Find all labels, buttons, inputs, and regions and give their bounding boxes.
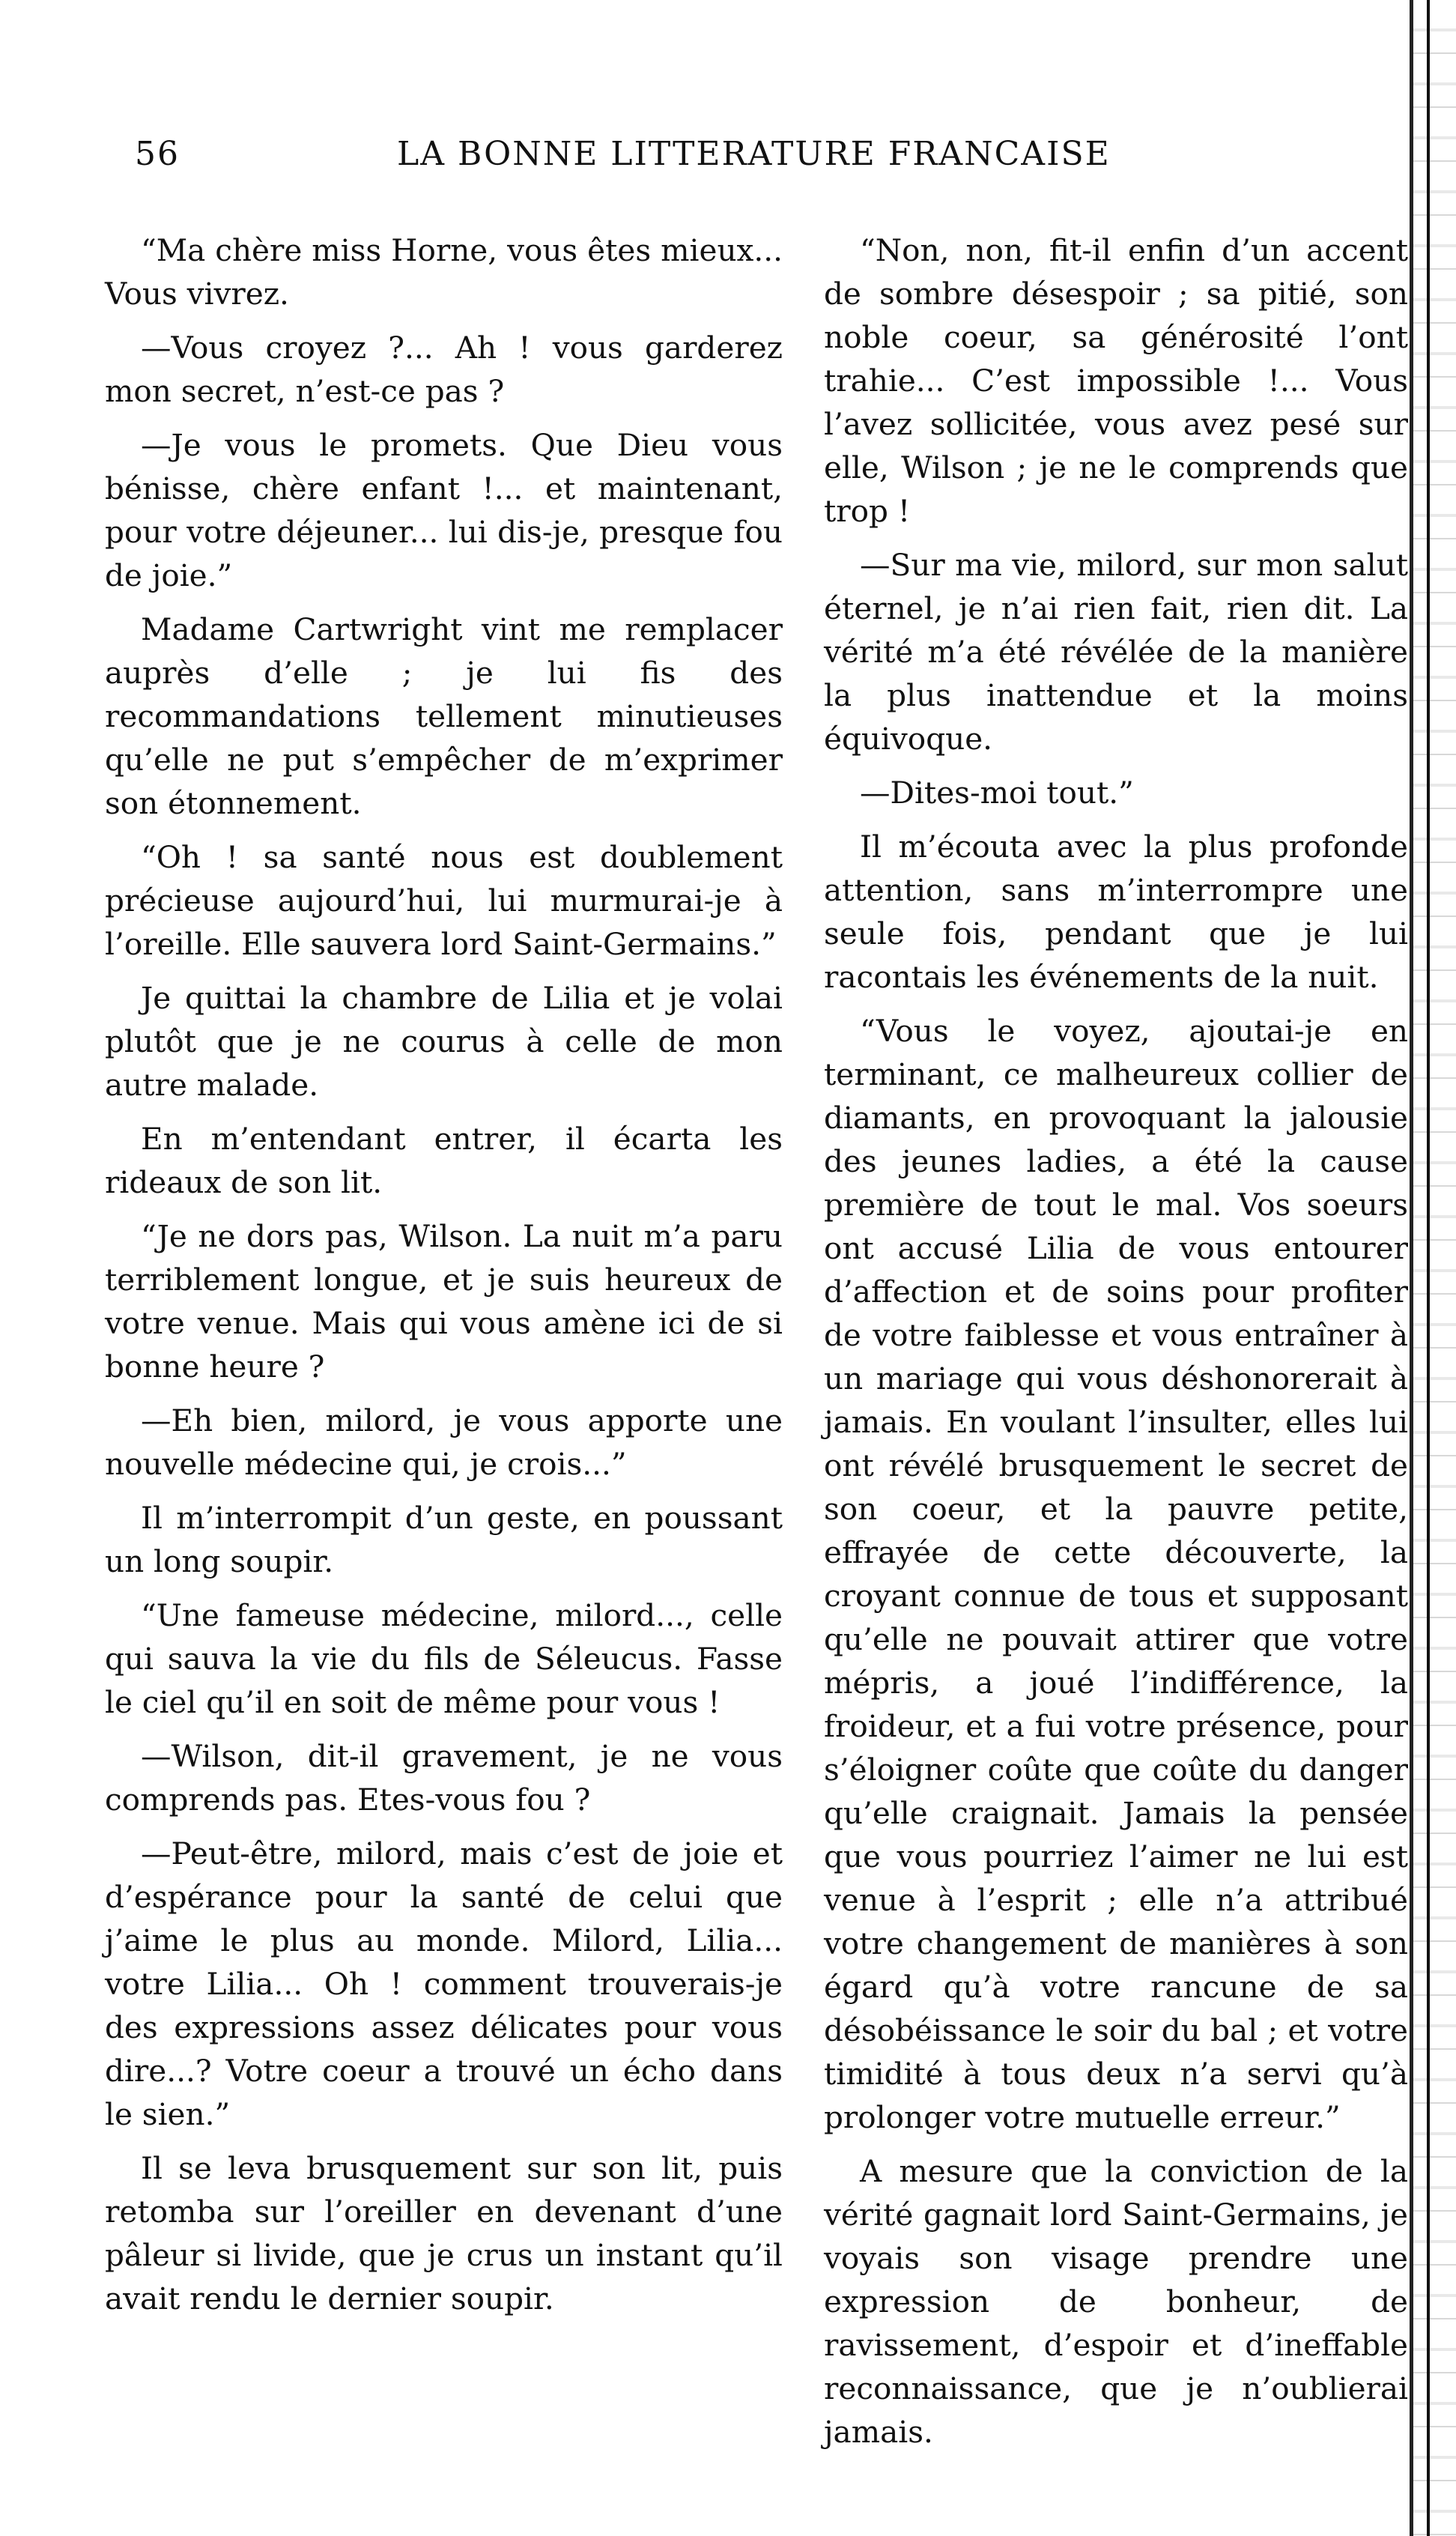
paragraph: —Je vous le promets. Que Dieu vous bénisse, chère enfant !... et maintenant, pour votre déjeuner... lui dis-je, presque fou de joie.” (105, 427, 783, 593)
paragraph: “Vous le voyez, ajoutai-je en terminant, ce malheureux collier de diamants, en provoquant la jalousie des jeunes ladies, a été la cause première de tout le mal. Vos soeurs ont accusé Lilia de vous entourer d’affection et de soins pour profiter de votre faiblesse et vous entraîner à un mariage qui vous déshonorerait à jamais. En voulant l’insulter, elles lui ont révélé brusquement le secret de son coeur, et la pauvre petite, effrayée de cette découverte, la croyant connue de tous et supposant qu’elle ne pouvait attirer que votre mépris, a joué l’indifférence, la froideur, et a fui votre présence, pour s’éloigner coûte que coûte du danger qu’elle craignait. Jamais la pensée que vous pourriez l’aimer ne lui est venue à l’esprit ; elle n’a attribué votre changement de manières à son égard qu’à votre rancune de sa désobéissance le soir du bal ; et votre timidité à tous deux n’a servi qu’à prolonger votre mutuelle erreur.” (824, 1013, 1408, 2135)
paragraph: Je quittai la chambre de Lilia et je volai plutôt que je ne courus à celle de mon autre malade. (105, 980, 783, 1103)
page-number: 56 (135, 135, 180, 173)
right-column (824, 229, 1408, 2450)
paragraph: Il m’interrompit d’un geste, en poussant un long soupir. (105, 1500, 783, 1579)
paragraph: “Je ne dors pas, Wilson. La nuit m’a paru terriblement longue, et je suis heureux de votre venue. Mais qui vous amène ici de si bonne heure ? (105, 1218, 783, 1384)
paragraph: “Ma chère miss Horne, vous êtes mieux... Vous vivrez. (105, 232, 783, 312)
paragraph: —Wilson, dit-il gravement, je ne vous comprends pas. Etes-vous fou ? (105, 1738, 783, 1818)
left-column (105, 229, 783, 2331)
paragraph: Il se leva brusquement sur son lit, puis retomba sur l’oreiller en devenant d’une pâleur si livide, que je crus un instant qu’il avait rendu le dernier soupir. (105, 2150, 783, 2316)
running-title: LA BONNE LITTERATURE FRANCAISE (397, 135, 1111, 173)
paragraph: A mesure que la conviction de la vérité gagnait lord Saint-Germains, je voyais son visage prendre une expression de bonheur, de ravissement, d’espoir et d’ineffable reconnaissance, que je n’oublierai jamais. (824, 2153, 1408, 2450)
paragraph: —Vous croyez ?... Ah ! vous garderez mon secret, n’est-ce pas ? (105, 330, 783, 409)
paragraph: En m’entendant entrer, il écarta les rideaux de son lit. (105, 1121, 783, 1200)
paragraph: —Sur ma vie, milord, sur mon salut éternel, je n’ai rien fait, rien dit. La vérité m’a été révélée de la manière la plus inattendue et la moins équivoque. (824, 547, 1408, 757)
paragraph: Madame Cartwright vint me remplacer auprès d’elle ; je lui fis des recommandations tellement minutieuses qu’elle ne put s’empêcher de m’exprimer son étonnement. (105, 611, 783, 821)
paragraph: —Eh bien, milord, je vous apporte une nouvelle médecine qui, je crois...” (105, 1402, 783, 1482)
binding-line (1427, 0, 1430, 2536)
scanned-page-edge (1410, 0, 1456, 2536)
paragraph: Il m’écouta avec la plus profonde attention, sans m’interrompre une seule fois, pendant que je lui racontais les événements de la nuit. (824, 829, 1408, 995)
page-header (127, 127, 1191, 187)
paragraph: —Dites-moi tout.” (860, 775, 1134, 811)
paragraph: —Peut-être, milord, mais c’est de joie et d’espérance pour la santé de celui que j’aime le plus au monde. Milord, Lilia... votre Lilia... Oh ! comment trouverais-je des expressions assez délicates pour vous dire...? Votre coeur a trouvé un écho dans le sien.” (105, 1836, 783, 2132)
paragraph: “Non, non, fit-il enfin d’un accent de sombre désespoir ; sa pitié, son noble coeur, sa générosité l’ont trahie... C’est impossible !... Vous l’avez sollicitée, vous avez pesé sur elle, Wilson ; je ne le comprends que trop ! (824, 232, 1408, 529)
paragraph: “Oh ! sa santé nous est doublement précieuse aujourd’hui, lui murmurai-je à l’oreille. Elle sauvera lord Saint-Germains.” (105, 839, 783, 962)
paragraph: “Une fameuse médecine, milord..., celle qui sauva la vie du fils de Séleucus. Fasse le ciel qu’il en soit de même pour vous ! (105, 1597, 783, 1720)
